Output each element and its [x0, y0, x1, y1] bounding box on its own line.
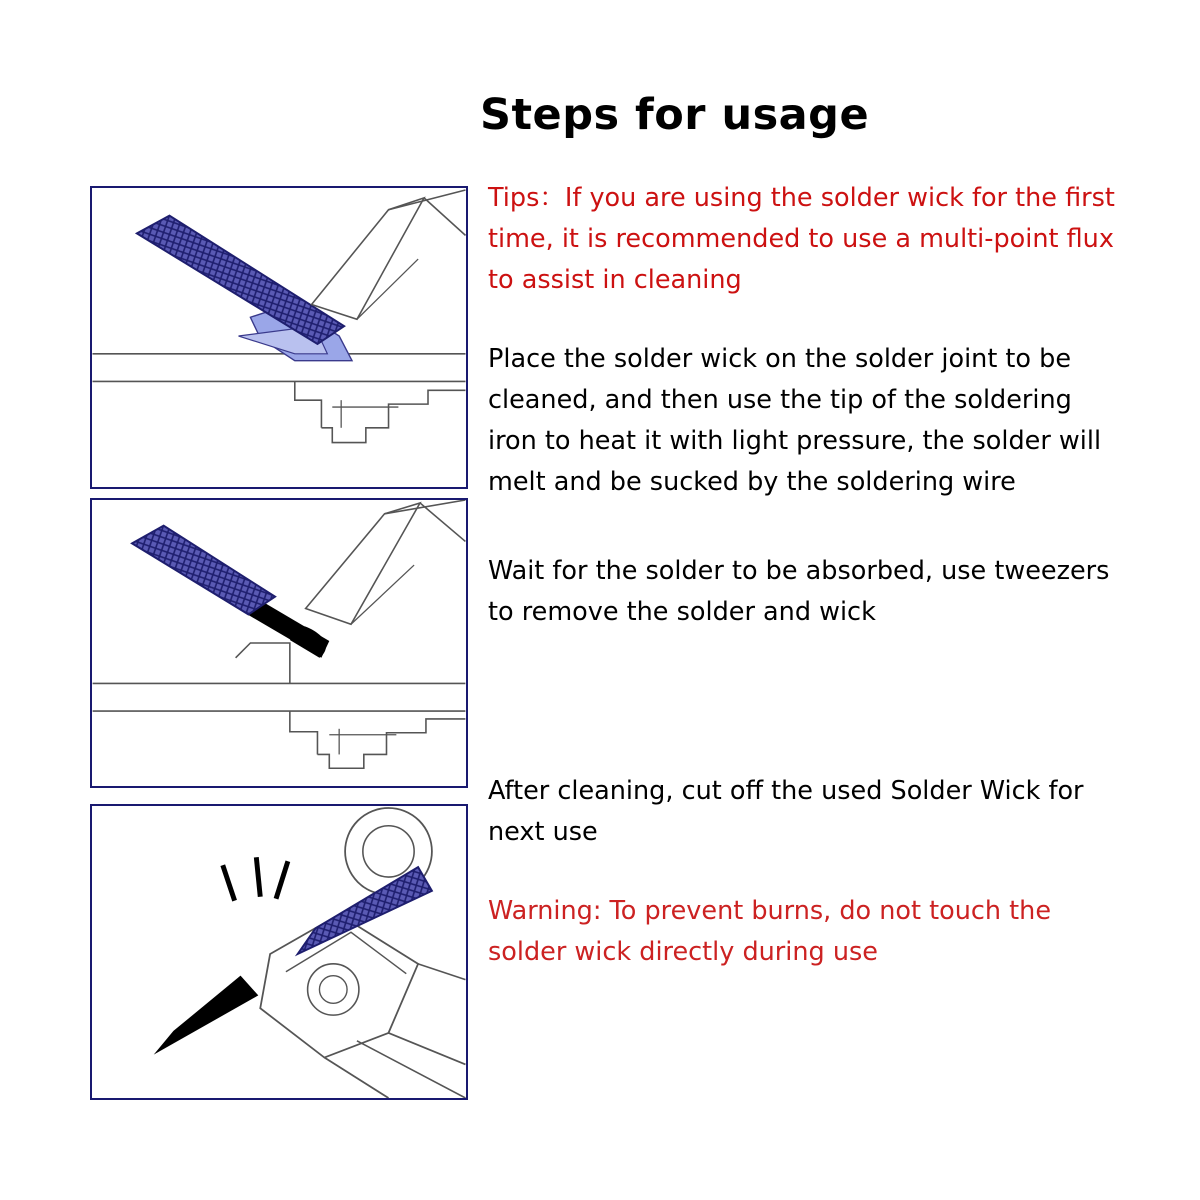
spacer: [488, 853, 1128, 891]
panel-step-2: [90, 498, 468, 788]
step-2-paragraph: Wait for the solder to be absorbed, use tweezers to remove the solder and wick: [488, 556, 1118, 627]
panel-3-illustration: [92, 806, 466, 1098]
instructions-column: [488, 178, 1128, 973]
warning-paragraph: Warning: To prevent burns, do not touch the solder wick directly during use: [488, 896, 1060, 967]
spacer: [488, 503, 1128, 551]
spacer: [488, 633, 1128, 681]
step-3-paragraph: After cleaning, cut off the used Solder Wick for next use: [488, 776, 1092, 847]
step-1-paragraph: Place the solder wick on the solder joint to be cleaned, and then use the tip of the soldering iron to heat it with light pressure, the solder will melt and be sucked by the soldering wire: [488, 344, 1110, 497]
panel-step-1: [90, 186, 468, 489]
panel-1-illustration: [92, 188, 466, 487]
panel-2-illustration: [92, 500, 466, 786]
spacer: [488, 301, 1128, 339]
page-title: Steps for usage: [480, 90, 870, 140]
spacer: [488, 681, 1128, 771]
tips-paragraph: Tips：If you are using the solder wick for the first time, it is recommended to use a multi-point flux to assist in cleaning: [488, 183, 1124, 295]
panel-step-3: [90, 804, 468, 1100]
